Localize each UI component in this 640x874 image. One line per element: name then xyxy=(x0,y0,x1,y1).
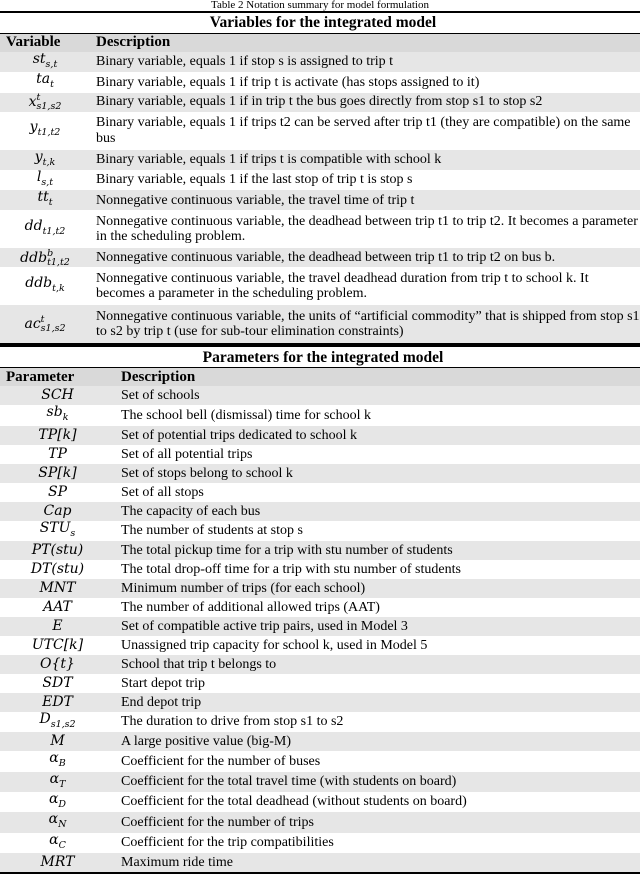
parameter-row xyxy=(0,712,640,732)
parameter-description: The total drop-off time for a trip with stu number of students xyxy=(121,561,461,577)
variable-row xyxy=(0,93,640,112)
variables-symbol-header: Variable xyxy=(0,34,90,53)
parameter-symbol: MRT xyxy=(0,853,115,873)
parameter-description: Set of stops belong to school k xyxy=(115,464,640,483)
parameter-row xyxy=(0,560,640,579)
parameter-symbol: $\alpha_T$ xyxy=(0,772,115,792)
variable-description: Nonnegative continuous variable, the travel time of trip t xyxy=(90,190,640,210)
variables-section-title-row xyxy=(0,12,640,34)
variable-row xyxy=(0,72,640,92)
variable-row xyxy=(0,52,640,72)
variables-description-header: Description xyxy=(90,34,640,53)
variable-symbol: $tt_t$ xyxy=(0,190,90,210)
variable-symbol: $y_{t,k}$ xyxy=(0,150,90,170)
variable-symbol: ac t s1,s2 xyxy=(0,305,90,344)
variable-description: Nonnegative continuous variable, the travel deadhead duration from trip t to school k. It becomes a parameter in the scheduling problem. xyxy=(96,270,589,302)
variable-description: Binary variable, equals 1 if the last stop of trip t is stop s xyxy=(96,172,413,188)
variable-row xyxy=(0,150,640,170)
parameter-row xyxy=(0,579,640,598)
parameter-description: School that trip t belongs to xyxy=(115,655,640,674)
parameter-symbol: $\alpha_B$ xyxy=(49,750,66,770)
variable-symbol: $l_{s,t}$ xyxy=(36,168,54,188)
parameter-row xyxy=(0,598,640,617)
parameter-description: Maximum ride time xyxy=(115,853,640,873)
variable-description: Binary variable, equals 1 if trip t is activate (has stops assigned to it) xyxy=(96,74,480,90)
table-caption: Table 2 Notation summary for model formulation xyxy=(211,0,429,11)
parameter-symbol: TP[k] xyxy=(0,426,115,445)
parameter-description: The school bell (dismissal) time for school k xyxy=(121,407,372,423)
parameter-description: Start depot trip xyxy=(121,675,205,691)
variables-header-row xyxy=(0,34,640,53)
variable-row xyxy=(0,210,640,248)
parameter-description: Minimum number of trips (for each school) xyxy=(115,579,640,598)
parameter-row xyxy=(0,445,640,464)
parameter-description: End depot trip xyxy=(115,693,640,712)
parameter-row xyxy=(0,405,640,425)
variable-symbol: $y_{t1,t2}$ xyxy=(29,119,61,139)
parameter-description: Set of all stops xyxy=(121,484,204,500)
parameter-description: Set of all potential trips xyxy=(121,446,253,462)
parameter-row xyxy=(0,772,640,792)
parameter-symbol: $D_{s1,s2}$ xyxy=(39,711,76,730)
parameter-row xyxy=(0,792,640,812)
parameter-row xyxy=(0,636,640,655)
variable-description: Binary variable, equals 1 if trips t is compatible with school k xyxy=(90,150,640,170)
parameter-description: A large positive value (big-M) xyxy=(115,732,640,751)
parameter-symbol: E xyxy=(0,617,115,636)
variable-description: Nonnegative continuous variable, the units of “artificial commodity” that is shipped from stop s1 to s2 by trip t (use for sub-tour elimination constraints) xyxy=(90,305,640,344)
parameters-table xyxy=(0,345,640,873)
parameter-symbol: UTC[k] xyxy=(31,636,84,653)
parameter-description: Coefficient for the number of buses xyxy=(121,753,321,769)
parameter-symbol: MNT xyxy=(0,579,115,598)
variable-symbol: ddb$_{t,k}$ xyxy=(25,275,65,295)
variable-description: Nonnegative continuous variable, the deadhead between trip t1 to trip t2. It becomes a parameter in the scheduling problem. xyxy=(96,213,638,245)
parameter-row xyxy=(0,693,640,712)
parameters-section-title: Parameters for the integrated model xyxy=(0,346,640,368)
parameter-description: The number of students at stop s xyxy=(121,523,303,539)
parameters-description-header: Description xyxy=(115,368,640,387)
parameter-row xyxy=(0,655,640,674)
parameter-row xyxy=(0,521,640,541)
parameter-symbol: $\alpha_C$ xyxy=(49,831,66,851)
variable-description: Nonnegative continuous variable, the deadhead between trip t1 to trip t2 on bus b. xyxy=(90,248,640,267)
variable-symbol: $ta_t$ xyxy=(36,71,54,91)
parameters-section-title-row xyxy=(0,346,640,368)
parameter-row xyxy=(0,853,640,873)
parameter-description: The total pickup time for a trip with stu number of students xyxy=(115,541,640,560)
parameter-row xyxy=(0,812,640,832)
parameter-description: Coefficient for the number of trips xyxy=(115,812,640,832)
variable-row xyxy=(0,305,640,344)
variables-table xyxy=(0,11,640,345)
parameter-row xyxy=(0,732,640,751)
parameter-row xyxy=(0,541,640,560)
parameter-symbol: SCH xyxy=(0,386,115,405)
parameter-symbol: Cap xyxy=(0,502,115,521)
parameter-symbol: $\alpha_D$ xyxy=(48,790,67,810)
parameter-row xyxy=(0,386,640,405)
parameter-description: Set of potential trips dedicated to school k xyxy=(115,426,640,445)
parameter-symbol: SP[k] xyxy=(0,464,115,483)
variable-symbol: $st_{s,t}$ xyxy=(0,52,90,72)
parameter-description: Coefficient for the total travel time (with students on board) xyxy=(115,772,640,792)
parameter-symbol: AAT xyxy=(43,598,72,615)
variable-description: Binary variable, equals 1 if in trip t the bus goes directly from stop s1 to stop s2 xyxy=(90,93,640,112)
parameter-row xyxy=(0,426,640,445)
parameter-description: The duration to drive from stop s1 to s2 xyxy=(121,714,344,730)
parameter-description: The capacity of each bus xyxy=(115,502,640,521)
variable-row xyxy=(0,248,640,267)
parameter-description: Coefficient for the trip compatibilities xyxy=(121,834,334,850)
variable-row xyxy=(0,170,640,190)
variables-section-title: Variables for the integrated model xyxy=(0,12,640,34)
parameter-row xyxy=(0,751,640,771)
parameter-description: Coefficient for the total deadhead (without students on board) xyxy=(121,794,467,810)
parameter-symbol: EDT xyxy=(0,693,115,712)
variable-symbol: $dd_{t1,t2}$ xyxy=(24,218,66,238)
variable-symbol: x t s1,s2 xyxy=(0,93,90,112)
parameter-row xyxy=(0,483,640,502)
parameter-symbol: $\alpha_N$ xyxy=(0,812,115,832)
parameter-symbol: SDT xyxy=(42,674,73,691)
parameter-symbol: M xyxy=(0,732,115,751)
variable-row xyxy=(0,112,640,150)
variable-row xyxy=(0,190,640,210)
parameter-row xyxy=(0,617,640,636)
parameter-description: Set of compatible active trip pairs, used in Model 3 xyxy=(115,617,640,636)
variable-description: Binary variable, equals 1 if trips t2 can be served after trip t1 (they are compatible) on the same bus xyxy=(96,115,631,146)
variable-description: Binary variable, equals 1 if stop s is assigned to trip t xyxy=(90,52,640,72)
parameter-description: The number of additional allowed trips (AAT) xyxy=(121,599,380,615)
parameters-symbol-header: Parameter xyxy=(0,368,115,387)
parameter-symbol: $sb_k$ xyxy=(46,404,69,424)
parameter-row xyxy=(0,674,640,693)
parameter-description: Unassigned trip capacity for school k, used in Model 5 xyxy=(121,637,428,653)
parameter-description: Set of schools xyxy=(115,386,640,405)
variable-row xyxy=(0,267,640,305)
parameter-symbol: SP xyxy=(47,483,67,500)
parameters-body xyxy=(0,386,640,872)
parameter-row xyxy=(0,833,640,853)
parameter-symbol: DT(stu) xyxy=(30,560,85,577)
parameter-row xyxy=(0,502,640,521)
parameter-row xyxy=(0,464,640,483)
parameters-header-row xyxy=(0,368,640,387)
parameter-symbol: $STU_s$ xyxy=(39,519,76,539)
variable-symbol: ddb b t1,t2 xyxy=(0,248,90,267)
variables-body xyxy=(0,52,640,344)
parameter-symbol: TP xyxy=(48,445,67,462)
parameter-symbol: PT(stu) xyxy=(0,541,115,560)
parameter-symbol: O{t} xyxy=(0,655,115,674)
